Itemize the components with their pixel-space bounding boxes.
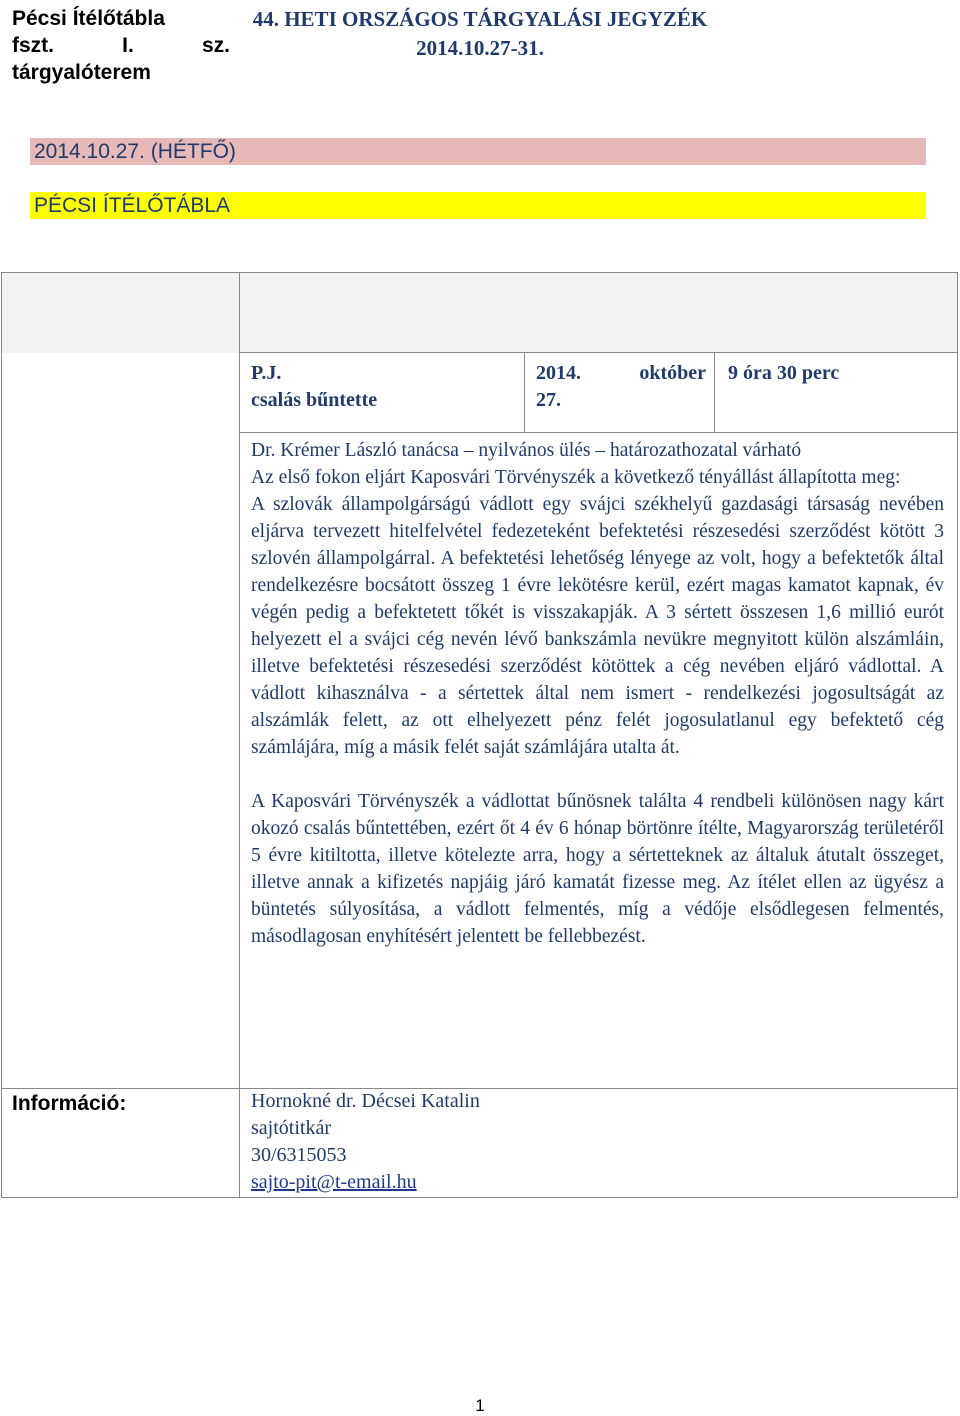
case-description [251,437,944,950]
room-floor: fszt. [12,34,54,57]
case-date-day: 27. [536,389,561,411]
case-col-divider-1 [524,352,525,432]
case-row-top-border [239,352,957,353]
case-time: 9 óra 30 perc [728,362,840,384]
case-date-month: október [639,362,706,384]
page-number: 1 [475,1396,485,1415]
contact-block [251,1088,480,1196]
info-label: Információ: [12,1092,127,1115]
courtroom-cell [12,5,230,86]
case-date-cell [536,360,706,414]
case-code-cell [251,360,377,414]
verdict-paragraph: A Kaposvári Törvényszék a vádlottat bűnösnek találta 4 rendbeli különösen nagy kárt okozó csalás bűntettében, ezért őt 4 év 6 hónap börtönre ítélte, Magyarország területéről 5 évre kitiltotta, illetve kötelezte arra, hogy a sértetteknek az általuk átutalt összeget, illetve annak a kifizetés napjáig járó kamatát fizesse meg. Az ítélet ellen az ügyész a büntetés súlyosítása, a vádlott felmentés, míg a védője elsődlegesen felmentés, másodlagosan enyhítésért jelentett be fellebbezést. [251,791,944,947]
day-band: 2014.10.27. (HÉTFŐ) [30,138,926,165]
case-row-bottom-border [239,432,957,433]
contact-role: sajtótitkár [251,1117,331,1139]
contact-phone: 30/6315053 [251,1144,347,1166]
room-number: I. [122,34,134,57]
room-line-1: Pécsi Ítélőtábla [12,7,165,30]
case-code: P.J. [251,362,282,384]
document-dates: 2014.10.27-31. [416,36,544,60]
room-line-3: tárgyalóterem [12,61,151,84]
facts-paragraph: A szlovák állampolgárságú vádlott egy svájci székhelyű gazdasági társaság nevében eljárva tervezett hitelfelvétel fedezeteként befektetési részesedési szerződést kötött 3 szlovén állampolgárral. A befektetési lehetőség lényege az volt, hogy a befektetők által rendelkezésre bocsátott összeg 1 évre lekötésre kerül, ezért magas kamatot kapnak, év végén pedig a befektetett tőkét is visszakapják. A 3 sértett összesen 1,6 millió eurót helyezett el a svájci cég nevén lévő bankszámla nevükre megnyitott külön alszámláin, illetve befektetési részesedési szerződést kötöttek a cég nevében eljáró vádlottal. A vádlott kihasználva - a sértettek által nem ismert - rendelkezési jogosultságát az alszámlák felett, az ott elhelyezett pénz felét jogosulatlanul egy befektető cég számlájára, míg a másik felét saját számlájára utalta át. [251,494,944,758]
room-abbr: sz. [201,34,230,57]
facts-intro-paragraph: Az első fokon eljárt Kaposvári Törvényszék a következő tényállást állapította meg: [251,467,901,488]
contact-name: Hornokné dr. Décsei Katalin [251,1090,480,1112]
left-column [2,273,240,1197]
court-band: PÉCSI ÍTÉLŐTÁBLA [30,192,926,219]
room-line-2 [12,32,230,59]
contact-email-link[interactable]: sajto-pit@t-email.hu [251,1171,417,1193]
paragraph-gap [251,761,944,788]
case-date-year: 2014. [536,362,581,384]
header-row-bg [240,273,957,353]
case-crime: csalás bűntette [251,389,378,411]
case-date-line-1 [536,360,706,387]
panel-paragraph: Dr. Krémer László tanácsa – nyilvános ülés – határozathozatal várható [251,440,802,461]
case-col-divider-2 [714,352,715,432]
document-title: 44. HETI ORSZÁGOS TÁRGYALÁSI JEGYZÉK [252,7,708,31]
